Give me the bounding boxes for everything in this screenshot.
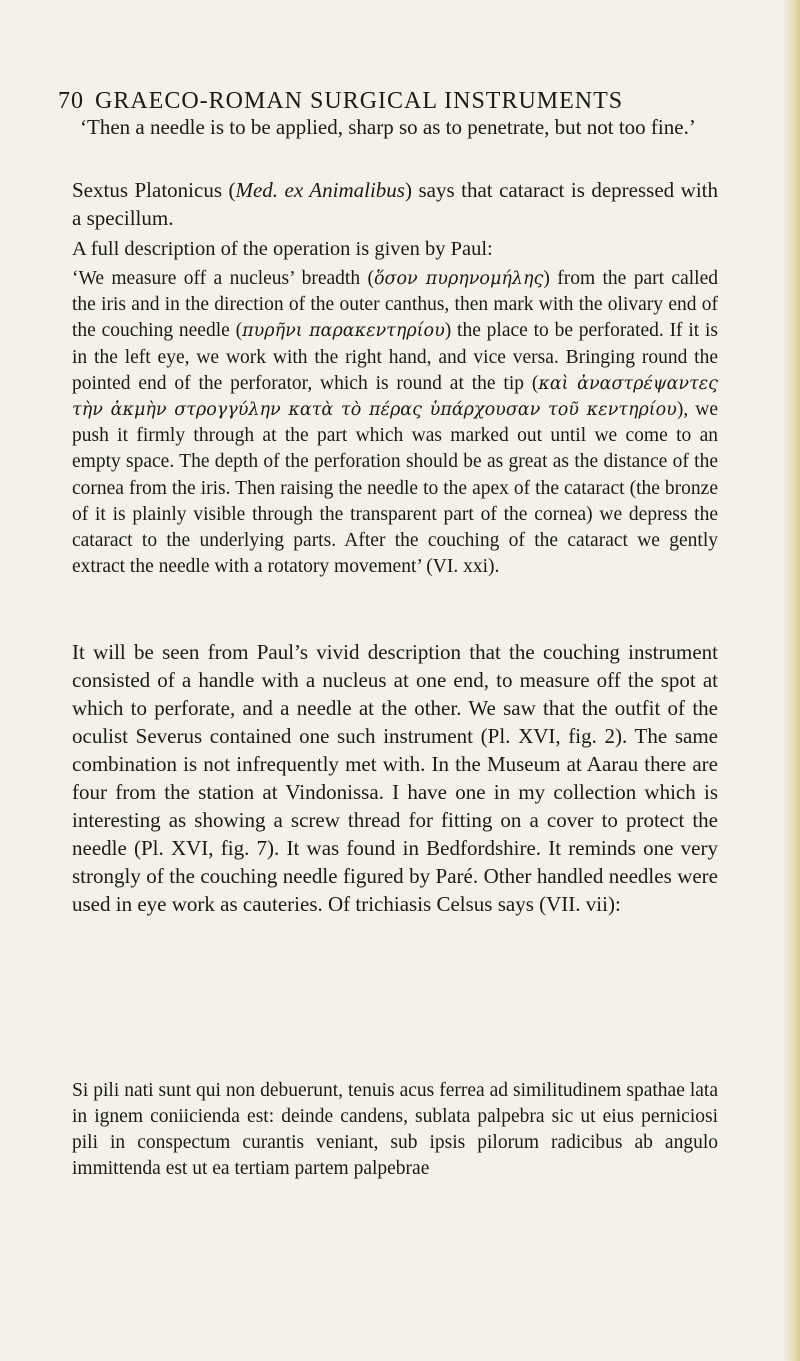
greek-phrase: ὅσον πυρηνομήλης — [373, 269, 544, 289]
text-span: ) says that cataract is depressed with a specillum. — [72, 178, 718, 230]
text-span: Sextus Platonicus ( — [72, 178, 236, 202]
quote-paul — [72, 266, 718, 580]
paragraph-paul-intro: A full description of the operation is given by Paul: — [72, 238, 493, 260]
text-span: ), we push it firmly through at the part which was marked out until we come to an empty space. The depth of the perforation should be as great as the distance of the cornea from the iris. Then raising the needle to the apex of the cataract (the bronze of it is plainly visible through the transparent part of the cornea) we depress the cataract to the underlying parts. After the couching of the cataract we gently extract the needle with a rotatory movement’ (VI. xxi). — [72, 399, 718, 578]
page-edge — [782, 0, 800, 1361]
page-number: 70 — [58, 88, 84, 114]
quote-celsus-latin: Si pili nati sunt qui non debuerunt, tenuis acus ferrea ad similitudinem spathae lata in ignem coniicienda est: deinde candens, sublata palpebra sic ut eius perniciosi pili in conspectum curantis veniant, sub ipsis pilorum radicibus ab angulo immittenda est ut ea tertiam partem palpebrae — [72, 1080, 718, 1179]
page-title: GRAECO-ROMAN SURGICAL INSTRUMENTS — [95, 88, 624, 114]
greek-phrase: καὶ ἀναστρέψαντες τὴν ἀκμὴν στρογγύλην κατὰ τὸ πέρας ὑπάρχουσαν τοῦ κεντηρίου — [72, 373, 718, 421]
paragraph-sextus — [72, 176, 718, 232]
text-span: ) from the part called the iris and in the direction of the outer canthus, then mark with the olivary end of the couching needle ( — [72, 268, 718, 342]
text-span: ) the place to be perforated. If it is in the left eye, we work with the right hand, and vice versa. Bringing round the pointed end of the perforator, which is round at the tip ( — [72, 320, 718, 394]
work-title: Med. ex Animalibus — [235, 178, 405, 202]
greek-phrase: πυρῆνι παρακεντηρίου — [242, 321, 445, 342]
quote-needle: ‘Then a needle is to be applied, sharp so as to penetrate, but not too fine.’ — [80, 115, 696, 139]
paragraph-couching-instrument: It will be seen from Paul’s vivid description that the couching instrument consisted of a handle with a nucleus at one end, to measure off the spot at which to perforate, and a needle at the other. We saw that the outfit of the oculist Severus contained one such instrument (Pl. XVI, fig. 2). The same combination is not infrequently met with. In the Museum at Aarau there are four from the station at Vindonissa. I have one in my collection which is interesting as showing a screw thread for fitting on a cover to protect the needle (Pl. XVI, fig. 7). It was found in Bedfordshire. It reminds one very strongly of the couching needle figured by Paré. Other handled needles were used in eye work as cauteries. Of trichiasis Celsus says (VII. vii): — [72, 640, 718, 916]
running-head — [58, 88, 708, 115]
text-span: ‘We measure off a nucleus’ breadth ( — [72, 268, 374, 289]
